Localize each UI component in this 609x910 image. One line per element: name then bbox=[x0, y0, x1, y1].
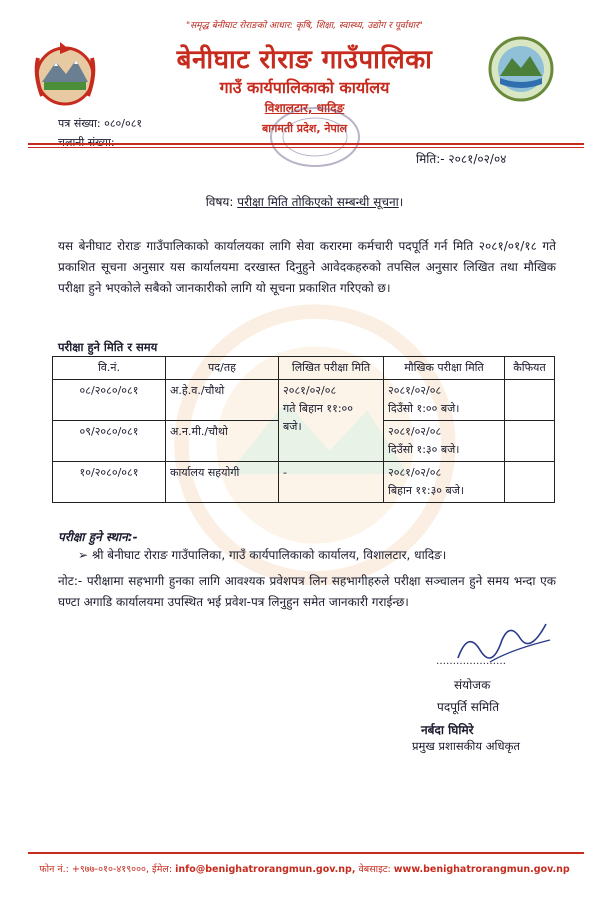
address-line-2: बागमती प्रदेश, नेपाल bbox=[261, 122, 348, 135]
table-cell-number: ०८/२०८०/०८१ bbox=[53, 380, 166, 421]
notice-body: यस बेनीघाट रोराङ गाउँपालिकाको कार्यालयका लागि सेवा करारमा कर्मचारी पदपूर्ति गर्न मिति २०८१/०१/१८ गते प्रकाशित सूचना अनुसार यस कार्यालयमा दरखास्त दिनुहुने आवेदकहरुको तपसिल अनुसार लिखित तथा मौखिक परीक्षा हुने भएकोले सबैको जानकारीको लागि यो सूचना प्रकाशित गरिएको छ। bbox=[58, 239, 556, 295]
office-name: गाउँ कार्यपालिकाको कार्यालय bbox=[219, 78, 390, 97]
column-header: मौखिक परीक्षा मिति bbox=[384, 357, 505, 380]
subject-suffix: । bbox=[398, 195, 404, 209]
subject-line bbox=[0, 193, 609, 210]
written-time-suffix: बजे। bbox=[283, 420, 302, 433]
venue-heading: परीक्षा हुने स्थान:- bbox=[58, 530, 138, 544]
table-cell-number: ०९/२०८०/०८१ bbox=[53, 421, 166, 462]
signatory-designation: प्रमुख प्रशासकीय अधिकृत bbox=[412, 739, 520, 753]
column-header: पद/तह bbox=[166, 357, 279, 380]
header-motto: "समृद्ध बेनीघाट रोराङको आधार: कृषि, शिक्षा, स्वास्थ्य, उद्योग र पूर्वाधार" bbox=[186, 21, 423, 31]
table-cell-oral-date bbox=[384, 380, 505, 421]
table-cell-post: अ.न.मी./चौथो bbox=[166, 421, 279, 462]
subject-text: परीक्षा मिति तोकिएको सम्बन्धी सूचना bbox=[237, 195, 399, 209]
table-cell-remarks bbox=[505, 421, 555, 462]
footer-phone: फोन नं.: +९७७-०१०-४१९०००, bbox=[39, 864, 149, 875]
table-cell-post: अ.हे.व./चौथो bbox=[166, 380, 279, 421]
footer-divider bbox=[28, 852, 584, 854]
column-header: लिखित परीक्षा मिति bbox=[279, 357, 384, 380]
table-header-row bbox=[53, 357, 555, 380]
table-cell-remarks bbox=[505, 380, 555, 421]
table-cell-number: १०/२०८०/०८१ bbox=[53, 462, 166, 503]
footer-website[interactable]: www.benighatrorangmun.gov.np bbox=[393, 864, 570, 875]
written-date: २०८१/०२/०८ bbox=[283, 384, 337, 397]
oral-date: २०८१/०२/०८ bbox=[388, 425, 442, 438]
written-time: गते बिहान ११:०० bbox=[283, 402, 353, 415]
signatory-role: संयोजक bbox=[454, 678, 491, 692]
header-divider-thin bbox=[28, 147, 584, 148]
table-cell-remarks bbox=[505, 462, 555, 503]
oral-time: दिउँसो १:०० बजे। bbox=[388, 402, 460, 415]
exam-schedule-table bbox=[52, 356, 555, 503]
footer-email-label: ईमेल: bbox=[152, 864, 173, 875]
venue-text: ➢ श्री बेनीघाट रोराङ गाउँपालिका, गाउँ कार्यपालिकाको कार्यालय, विशालटार, धादिङ। bbox=[78, 548, 447, 562]
column-header: वि.नं. bbox=[53, 357, 166, 380]
footer-contact bbox=[0, 862, 609, 875]
table-cell-oral-date bbox=[384, 462, 505, 503]
table-cell-oral-date bbox=[384, 421, 505, 462]
column-header: कैफियत bbox=[505, 357, 555, 380]
footer-email[interactable]: info@benighatrorangmun.gov.np, bbox=[175, 864, 356, 875]
table-cell-written-date bbox=[279, 380, 384, 462]
subject-prefix: विषय: bbox=[205, 195, 234, 209]
table-cell-written-date: - bbox=[279, 462, 384, 503]
oral-time: बिहान ११:३० बजे। bbox=[388, 484, 465, 497]
signature-line: ………………… bbox=[436, 656, 506, 667]
exam-table-title: परीक्षा हुने मिति र समय bbox=[58, 340, 158, 354]
note-paragraph: नोट:- परीक्षामा सहभागी हुनका लागि आवश्यक प्रवेशपत्र लिन सहभागीहरुले परीक्षा सञ्चालन हुने समय भन्दा एक घण्टा अगाडि कार्यालयमा उपस्थित भई प्रवेश-पत्र लिनुहुन समेत जानकारी गराईन्छ। bbox=[58, 574, 556, 609]
table-row bbox=[53, 380, 555, 421]
letter-number: पत्र संख्या: ०८०/०८१ bbox=[58, 117, 143, 130]
signatory-committee: पदपूर्ति समिति bbox=[437, 700, 500, 714]
signatory-name: नर्बदा घिमिरे bbox=[421, 723, 474, 737]
table-row bbox=[53, 462, 555, 503]
oral-time: दिउँसो १:३० बजे। bbox=[388, 443, 460, 456]
office-stamp bbox=[268, 105, 362, 169]
header-divider bbox=[28, 143, 584, 145]
letter-date: मिति:- २०८१/०२/०४ bbox=[416, 152, 507, 166]
oral-date: २०८१/०२/०८ bbox=[388, 466, 442, 479]
oral-date: २०८१/०२/०८ bbox=[388, 384, 442, 397]
address-line-1: विशालटार, धादिङ bbox=[264, 101, 345, 115]
footer-web-label: वेबसाइट: bbox=[358, 864, 391, 875]
organization-name: बेनीघाट रोराङ गाउँपालिका bbox=[176, 45, 433, 75]
table-cell-post: कार्यालय सहयोगी bbox=[166, 462, 279, 503]
